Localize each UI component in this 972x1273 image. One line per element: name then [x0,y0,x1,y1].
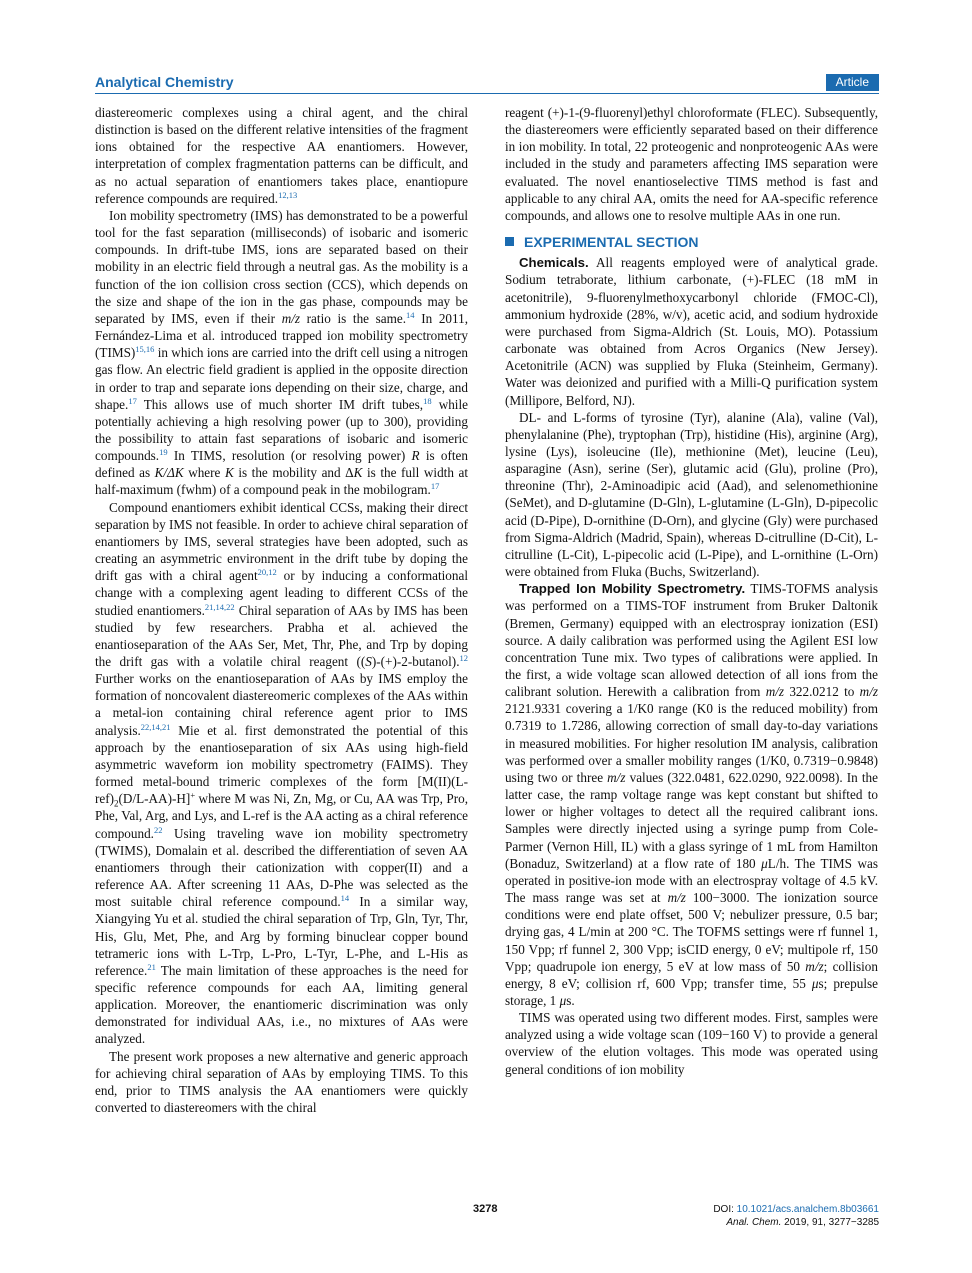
paragraph-ims-intro: Ion mobility spectrometry (IMS) has demonstrated to be a powerful tool for the fast separation (milliseconds) of isobaric and isomeric compounds. In drift-tube IMS, ions are separated based on their mobility in an electric field through a neutral gas. As the mobility is a function of the ion collision cross section (CCS), which depends on the size and shape of the ion in the gas phase, compounds may be separated by IMS, even if their m/z ratio is the same.$^{14}$ In 2011, Fernández-Lima et al. introduced trapped ion mobility spectrometry (TIMS)$^{15,16}$ in which ions are carried into the drift cell using a nitrogen gas flow. An electric field gradient is applied in the opposite direction in order to trap and separate ions depending on their size, charge, and shape.$^{17}$ This allows use of much shorter IM drift tubes,$^{18}$ while potentially achieving a high resolving power (up to 300), providing the possibility to attain fast separations of isobaric and isomeric compounds.$^{19}$ In TIMS, resolution (or resolving power) R is often defined as K/ΔK where K is the mobility and ΔK is the full width at half-maximum (fwhm) of a compound peak in the mobilogram.$^{17}$ [95,207,468,498]
section-square-icon [505,237,514,246]
citation-link[interactable]: 17 [430,481,440,492]
paragraph-enantiomers-ims: Compound enantiomers exhibit identical CCSs, making their direct separation by IMS not feasible. In order to achieve chiral separation of enantiomers by IMS, several strategies have been adopted, such as creating an asymmetric environment in the drift tube by doping the drift gas with a chiral agent$^{20,12}$ or by inducing a conformational change with a complexing agent leading to different CCSs of the studied enantiomers.$^{21,14,22}$ Chiral separation of AAs by IMS has been studied by few researchers. Prabha et al. achieved the enantioseparation of the AAs Ser, Met, Thr, Phe, and Trp by doping the drift gas with a volatile chiral reagent ((S)-(+)-2-butanol).$^{12}$ Further works on the enantioseparation of AAs by IMS employ the formation of noncovalent diastereomeric complexes of the AAs within a metal-ion containing chiral reference agent prior to IMS analysis.$^{22,14,21}$ Mie et al. first demonstrated the potential of this approach by the enantioseparation of six AAs using high-field asymmetric waveform ion mobility spectrometry (FAIMS). They formed metal-bound trimeric complexes of the form $[M(II)(L-ref)_2(D/L-AA)-H]^+$ where M was Ni, Zn, Mg, or Cu, AA was Trp, Pro, Phe, Val, Arg, and Lys, and L-ref is the AA acting as a chiral reference compound.$^{22}$ Using traveling wave ion mobility spectrometry (TWIMS), Domalain et al. described the differentiation of seven AA enantiomers through their cationization with copper(II) and a reference AA. After screening 11 AAs, D-Phe was selected as the most suitable chiral reference compound.$^{14}$ In a similar way, Xiangying Yu et al. studied the chiral separation of Trp, Gln, Tyr, Thr, His, Glu, Met, Phe, and Arg by forming binuclear copper bound tetrameric ions with L-Trp, L-Pro, L-Tyr, L-Phe, and L-His as reference.$^{21}$ The main limitation of these approaches is the need for specific reference compounds for each AA, limiting general application. Moreover, the enantiomeric discrimination was only demonstrated for individual AAs, i.e., no mixtures of AAs were analyzed. [95,499,468,1047]
left-column [95,104,468,1116]
paragraph-chemicals: Chemicals. All reagents employed were of analytical grade. Sodium tetraborate, lithium carbonate, (+)-FLEC (18 mM in acetonitrile), 9-fluorenylmethoxycarbonyl chloride (FMOC-Cl), ammonium hydroxide (28%, w/v), acetic acid, and sodium hydroxide were purchased from Sigma-Aldrich (St. Louis, MO). Potassium carbonate was obtained from Acros Organics (New Jersey). Acetonitrile (ACN) was supplied by Fluka (Steinheim, Germany). Water was deionized and purified with a Milli-Q purification system (Millipore, Belford, NJ). [505,255,878,408]
citation-footer [713,1203,879,1229]
doi-link[interactable]: 10.1021/acs.analchem.8b03661 [736,1204,879,1215]
page-number: 3278 [473,1203,498,1215]
section-heading-experimental: EXPERIMENTAL SECTION [505,234,878,251]
paragraph-flec: reagent (+)-1-(9-fluorenyl)ethyl chloroformate (FLEC). Subsequently, the diastereomers were efficiently separated based on their difference in ion mobility. In total, 22 proteogenic and nonproteogenic AAs were included in the study and parameters affecting IMS separation were evaluated. The novel enantioselective TIMS method is fast and applicable to any chiral AA, omits the need for AA-specific reference compounds, and allows one to resolve multiple AAs in one run. [505,105,878,223]
right-column [505,104,878,1078]
article-type-badge: Article [826,74,879,91]
paragraph-present-work: The present work proposes a new alternative and generic approach for achieving chiral separation of AAs by employing TIMS. To this end, prior to TIMS analysis the AA enantiomers were quickly converted to diastereomers with the chiral [95,1048,468,1116]
journal-citation: Anal. Chem. 2019, 91, 3277−3285 [726,1217,879,1228]
citation-link[interactable]: 12 [459,653,468,663]
header-rule [95,93,879,94]
paragraph-tims-modes: TIMS was operated using two different modes. First, samples were analyzed using a wide voltage scan (109−160 V) to provide a general overview of the elution voltages. This mode was operated using general conditions of ion mobility [505,1010,878,1077]
running-header [95,74,879,92]
citation-link[interactable]: 20,12 [257,567,277,578]
citation-link[interactable]: 19 [159,447,168,458]
citation-link[interactable]: 12,13 [278,189,298,200]
doi-line: DOI: 10.1021/acs.analchem.8b03661 [713,1204,879,1215]
paragraph-amino-acids: DL- and L-forms of tyrosine (Tyr), alanine (Ala), valine (Val), phenylalanine (Phe), tryptophan (Trp), histidine (His), arginine (Arg), lysine (Lys), isoleucine (Ile), methionine (Met), leucine (Leu), asparagine (Asn), serine (Ser), glutamic acid (Glu), proline (Pro), threonine (Thr), 2-Aminoadipic acid (Aad), and selenomethionine (SeMet), and D-glutamine (D-Gln), L-glutamine (L-Gln), D-pipecolic acid (D-Pipe), D-ornithine (D-Orn), and glycine (Gly) were purchased from Sigma-Aldrich (Madrid, Spain), whereas D-citrulline (D-Cit), L-citrulline (L-Cit), L-pipecolic acid (L-Pipe), and L-ornithine (L-Orn) were obtained from Fluka (Buchs, Switzerland). [505,409,878,580]
citation-link[interactable]: 14 [406,309,415,320]
citation-link[interactable]: 21,14,22 [204,601,235,612]
citation-link[interactable]: 21 [147,961,156,972]
citation-link[interactable]: 14 [340,893,350,904]
subheading-tims: Trapped Ion Mobility Spectrometry. [519,581,746,597]
citation-link[interactable]: 18 [423,395,432,406]
subheading-chemicals: Chemicals. [519,255,589,271]
paragraph-tims: Trapped Ion Mobility Spectrometry. TIMS-TOFMS analysis was performed on a TIMS-TOF instrument from Bruker Daltonik (Bremen, Germany) equipped with an electrospray ionization (ESI) source. A daily calibration was performed using the Agilent ESI low concentration Tune mix. Two types of calibrations were applied. In the first, a wide voltage scan allowed detection of all ions from the calibrant solution. Herewith a calibration from m/z 322.0212 to m/z 2121.9331 covering a 1/K0 range (K0 is the reduced mobility) from 0.7319 to 1.7286, allowing correction of small day-to-day variations in measured mobilities. For higher resolution IM analysis, calibration was performed over a smaller mobility ranges (1/K0, 0.7319−0.9848) using two or three m/z values (322.0481, 622.0290, 922.0098). In the latter case, the ramp voltage range was kept constant but shifted to lower or higher voltages to detect all the required calibrant ions. Samples were directly injected using a syringe pump from Cole-Parmer (Vernon Hill, IL) with a glass syringe of 1 mL from Hamilton (Bonaduz, Switzerland) at a flow rate of 180 μL/h. The TIMS was operated in positive-ion mode with an electrospray voltage of 4.5 kV. The mass range was set at m/z 100−3000. The ionization source conditions were end plate offset, 500 V; nebulizer pressure, 0.5 bar; drying gas, 4 L/min at 200 °C. The TOFMS settings were rf funnel 1, 150 Vpp; rf funnel 2, 300 Vpp; isCID energy, 0 eV; multipole rf, 150 Vpp; quadrupole ion energy, 5 eV at low mass of 50 m/z; collision energy, 8 eV; collision rf, 600 Vpp; transfer time, 55 μs; prepulse storage, 1 μs. [505,581,879,1008]
citation-link[interactable]: 22 [153,824,163,835]
journal-title[interactable]: Analytical Chemistry [95,74,234,90]
citation-link[interactable]: 17 [128,395,137,406]
paragraph-chiral-distinction: diastereomeric complexes using a chiral agent, and the chiral distinction is based on the different relative intensities of the fragment ions obtained for the respective AA enantiomers. However, interpretation of complex fragmentation patterns can be difficult, and as no actual separation of enantiomers takes place, enantiopure reference compounds are required.$^{12,13}$ [95,105,468,206]
citation-link[interactable]: 15,16 [135,344,155,355]
citation-link[interactable]: 22,14,21 [140,721,171,732]
